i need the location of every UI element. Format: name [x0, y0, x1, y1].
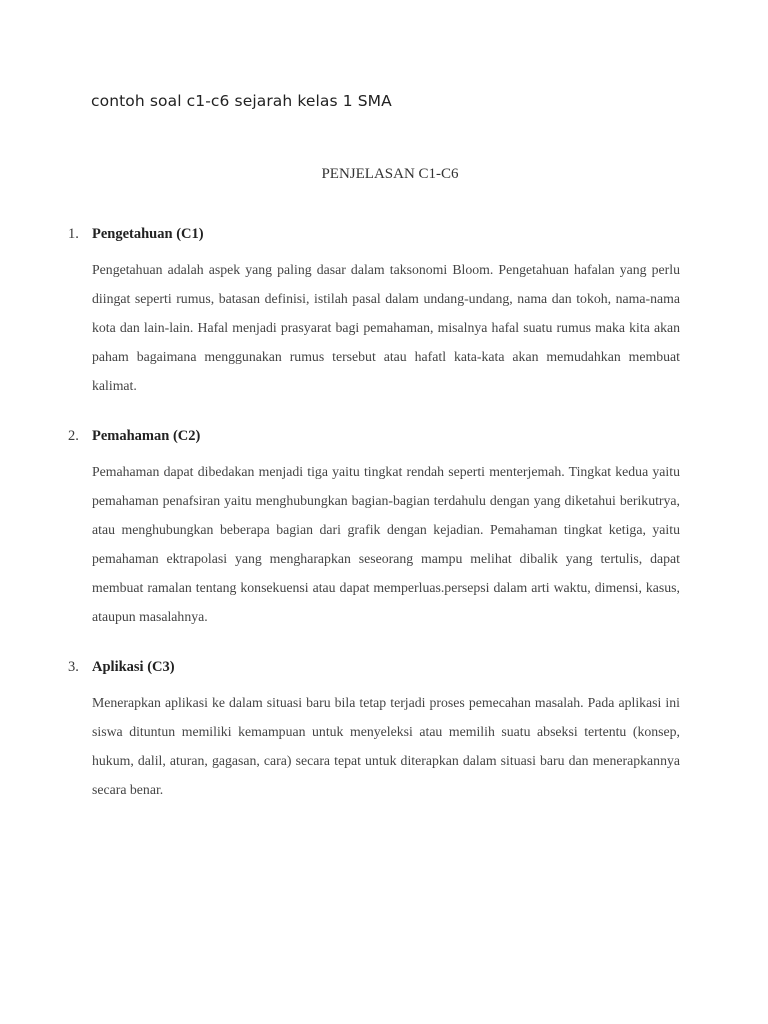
section-header [68, 226, 680, 248]
section-pemahaman [68, 428, 680, 631]
section-heading: PENJELASAN C1-C6 [321, 166, 459, 182]
section-header [68, 428, 680, 450]
section-pengetahuan [68, 226, 680, 400]
section-header [68, 659, 680, 681]
section-body: Pemahaman dapat dibedakan menjadi tiga yaitu tingkat rendah seperti menterjemah. Tingkat kedua yaitu pemahaman penafsiran yaitu menghubungkan bagian-bagian terdahulu dengan yang diketahui berikutrya, atau menghubungkan beberapa bagian dari grafik dengan kejadian. Pemahaman tingkat ketiga, yaitu pemahaman ektrapolasi yang mengharapkan seseorang mampu melihat dibalik yang tertulis, dapat membuat ramalan tentang konsekuensi atau dapat memperluas.persepsi dalam arti waktu, dimensi, kasus, ataupun masalahnya. [92, 464, 680, 624]
section-body: Pengetahuan adalah aspek yang paling dasar dalam taksonomi Bloom. Pengetahuan hafalan yang perlu diingat seperti rumus, batasan definisi, istilah pasal dalam undang-undang, nama dan tokoh, nama-nama kota dan lain-lain. Hafal menjadi prasyarat bagi pemahaman, misalnya hafal suatu rumus maka kita akan paham bagaimana menggunakan rumus tersebut atau hafatl kata-kata akan memudahkan membuat kalimat. [92, 262, 680, 393]
section-number: 1. [68, 226, 79, 242]
section-number: 2. [68, 428, 79, 444]
section-title: Aplikasi (C3) [92, 659, 175, 675]
section-aplikasi [68, 659, 680, 804]
section-body: Menerapkan aplikasi ke dalam situasi baru bila tetap terjadi proses pemecahan masalah. Pada aplikasi ini siswa dituntun memiliki kemampuan untuk menyeleksi atau memilih suatu abseksi tertentu (konsep, hukum, dalil, aturan, gagasan, cara) secara tepat untuk diterapkan dalam situasi baru dan menerapkannya secara benar. [92, 695, 680, 797]
section-title: Pemahaman (C2) [92, 428, 201, 444]
document-title: contoh soal c1-c6 sejarah kelas 1 SMA [91, 92, 392, 110]
section-number: 3. [68, 659, 79, 675]
section-title: Pengetahuan (C1) [92, 226, 204, 242]
